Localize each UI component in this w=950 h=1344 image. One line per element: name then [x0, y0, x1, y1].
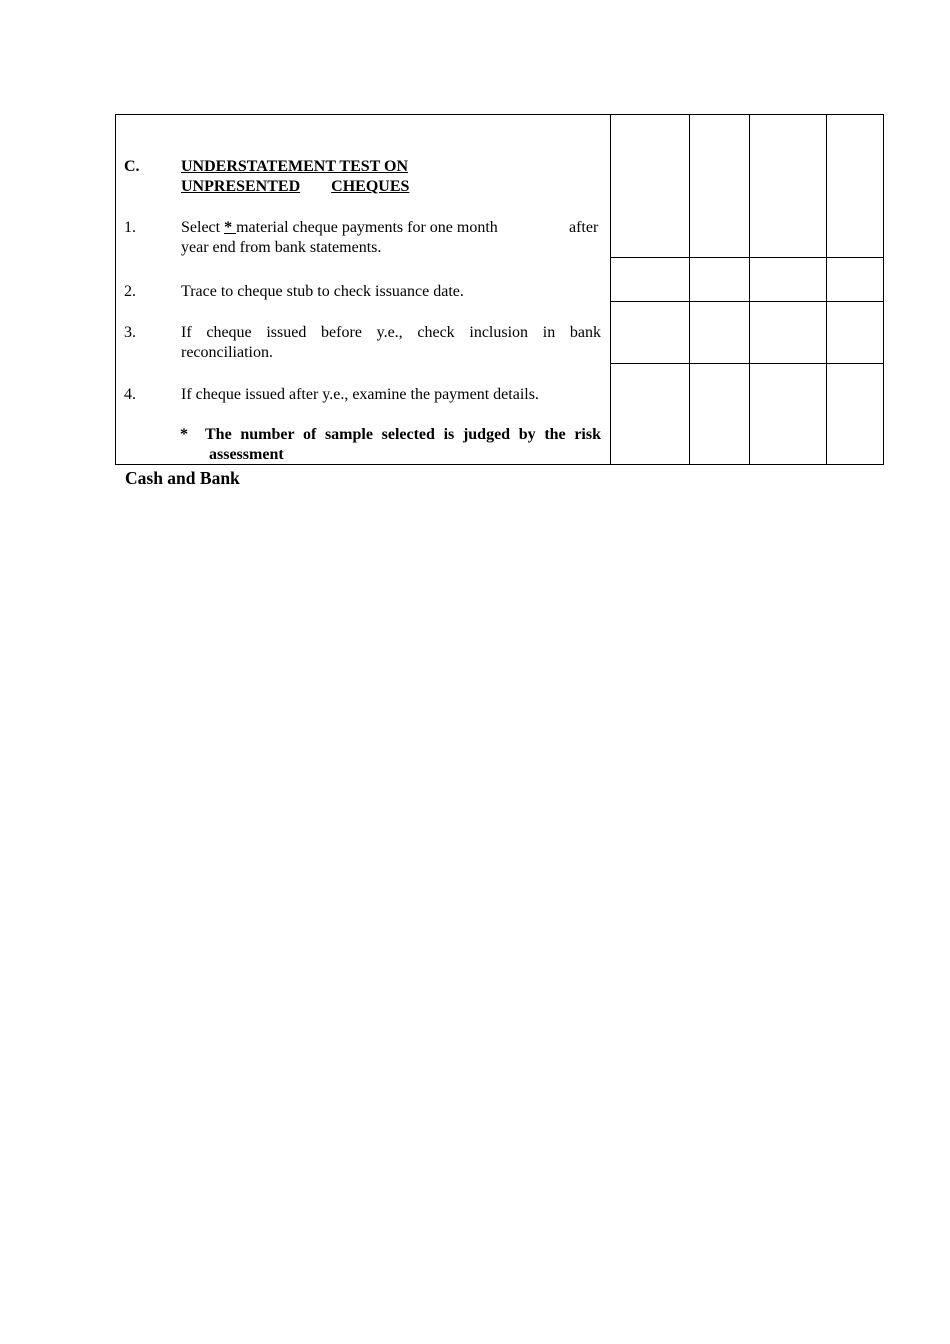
column-divider-4: [826, 114, 827, 465]
step-3-line2: reconciliation.: [181, 344, 273, 361]
column-divider-1: [610, 114, 611, 465]
section-title-line2: [181, 177, 428, 197]
step-4-text: If cheque issued after y.e., examine the payment details.: [181, 386, 539, 403]
column-divider-2: [689, 114, 690, 465]
row-divider-1: [610, 257, 884, 258]
footer-title: Cash and Bank: [125, 468, 240, 488]
step-number: 1.: [124, 219, 136, 236]
step-number: 3.: [124, 324, 136, 341]
section-letter: C.: [124, 158, 140, 175]
note-marker: *: [180, 426, 188, 443]
step-3-line1: If cheque issued before y.e., check inclusion in bank: [181, 324, 601, 341]
step-1-description: material cheque payments for one month: [236, 219, 498, 236]
row-divider-2: [610, 301, 884, 302]
column-divider-3: [749, 114, 750, 465]
note-line1: The number of sample selected is judged by the risk: [205, 426, 601, 443]
step-1-select-text: Select: [181, 219, 225, 236]
section-title-word-2: CHEQUES: [331, 178, 410, 195]
section-title-word-1: UNPRESENTED: [181, 178, 301, 195]
step-2-text: Trace to cheque stub to check issuance date.: [181, 283, 464, 300]
step-1-after-text: after: [569, 219, 599, 236]
step-number: 2.: [124, 283, 136, 300]
section-title-line1: UNDERSTATEMENT TEST ON: [181, 158, 409, 175]
step-1-line2: year end from bank statements.: [181, 239, 382, 256]
row-divider-3: [610, 363, 884, 364]
sample-size-marker: *: [224, 219, 233, 236]
step-number: 4.: [124, 386, 136, 403]
step-1-line1: [181, 218, 498, 238]
note-line2: assessment: [209, 446, 284, 463]
